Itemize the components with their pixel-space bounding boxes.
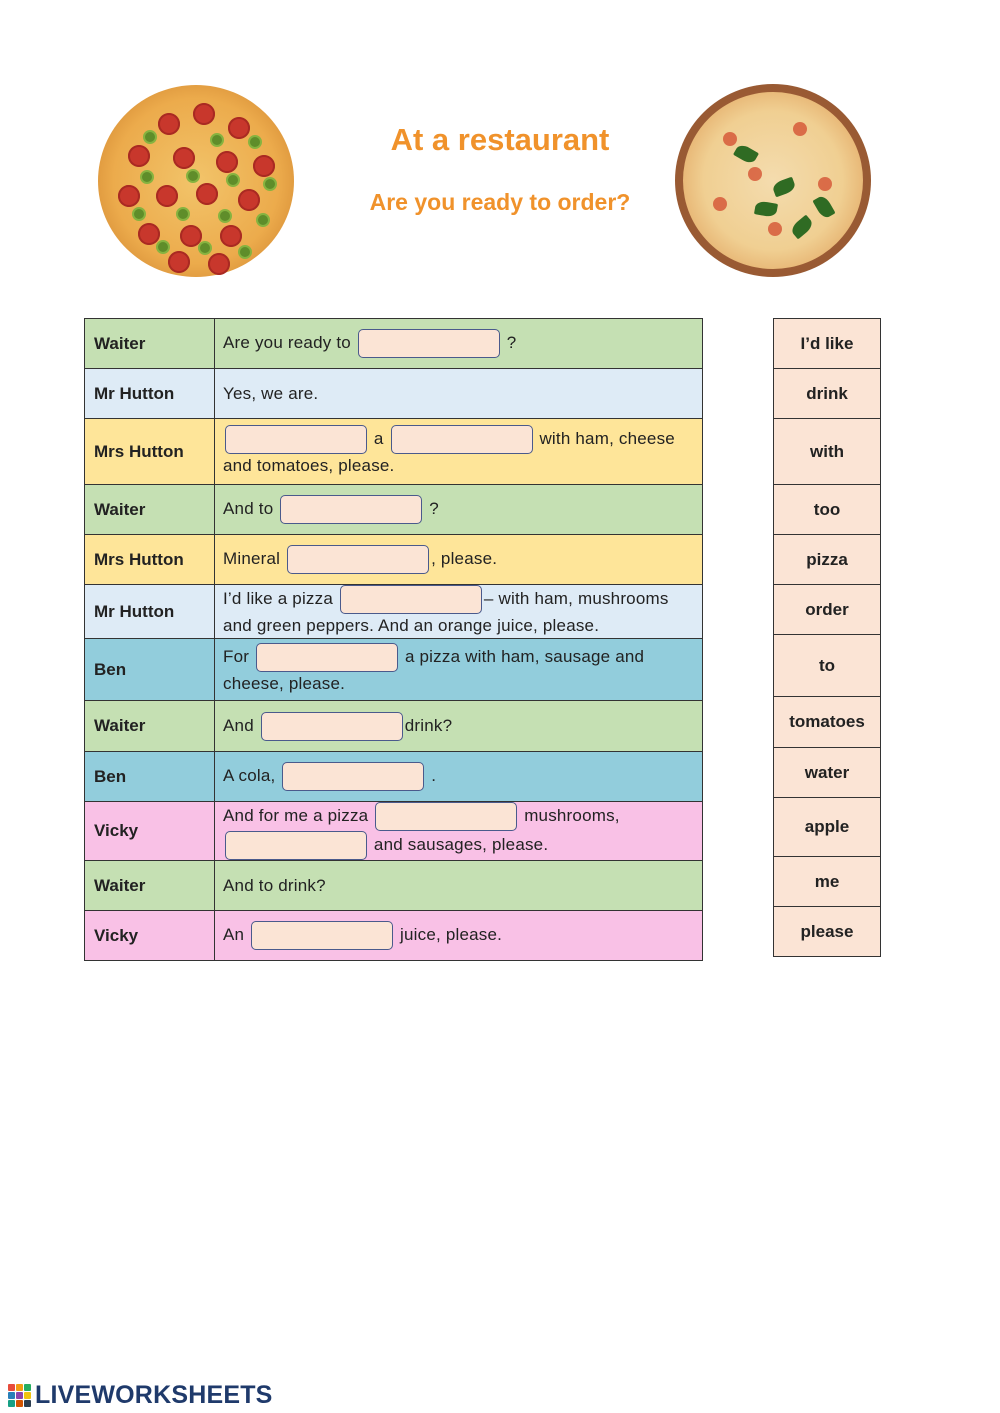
speaker-name: Waiter: [85, 319, 215, 369]
dialogue-text: drink?: [404, 715, 453, 735]
word-bank: [773, 318, 881, 957]
word-bank-item[interactable]: me: [774, 857, 881, 907]
dialogue-line: [215, 485, 703, 535]
pepperoni-pizza-image: [98, 85, 294, 277]
dialogue-row: [85, 802, 703, 861]
dialogue-text: And for me a pizza: [223, 805, 374, 825]
word-bank-item[interactable]: pizza: [774, 535, 881, 585]
dialogue-text: Mineral: [223, 548, 286, 568]
dialogue-line: [215, 911, 703, 961]
dialogue-line: [215, 369, 703, 419]
dialogue-row: [85, 911, 703, 961]
answer-blank[interactable]: [282, 762, 424, 791]
dialogue-row: [85, 639, 703, 701]
dialogue-text: a: [369, 428, 389, 448]
dialogue-line: [215, 752, 703, 802]
dialogue-text: – with ham, mushrooms and green peppers. And an orange juice, please.: [223, 588, 669, 635]
dialogue-row: [85, 319, 703, 369]
dialogue-line: [215, 319, 703, 369]
logo-grid-icon: [8, 1384, 31, 1407]
dialogue-line: [215, 802, 703, 861]
liveworksheets-logo: [8, 1381, 273, 1409]
dialogue-text: ?: [424, 498, 439, 518]
dialogue-text: I’d like a pizza: [223, 588, 338, 608]
dialogue-row: [85, 861, 703, 911]
dialogue-text: A cola,: [223, 765, 281, 785]
answer-blank[interactable]: [251, 921, 393, 950]
dialogue-line: [215, 639, 703, 701]
logo-text: LIVEWORKSHEETS: [35, 1380, 273, 1409]
answer-blank[interactable]: [375, 802, 517, 831]
answer-blank[interactable]: [391, 425, 533, 454]
speaker-name: Vicky: [85, 802, 215, 861]
word-bank-item[interactable]: too: [774, 485, 881, 535]
answer-blank[interactable]: [358, 329, 500, 358]
answer-blank[interactable]: [256, 643, 398, 672]
speaker-name: Mr Hutton: [85, 585, 215, 639]
dialogue-line: [215, 861, 703, 911]
dialogue-text: And: [223, 715, 259, 735]
dialogue-line: [215, 419, 703, 485]
dialogue-text: mushrooms,: [519, 805, 620, 825]
dialogue-row: [85, 485, 703, 535]
dialogue-text: juice, please.: [395, 924, 503, 944]
word-bank-item[interactable]: apple: [774, 798, 881, 857]
word-bank-item[interactable]: I’d like: [774, 319, 881, 369]
dialogue-row: [85, 369, 703, 419]
dialogue-text: and sausages, please.: [369, 834, 549, 854]
speaker-name: Ben: [85, 752, 215, 802]
dialogue-text: .: [426, 765, 437, 785]
dialogue-text: And to drink?: [223, 875, 326, 895]
page-subtitle: Are you ready to order?: [369, 189, 631, 215]
word-bank-item[interactable]: order: [774, 585, 881, 635]
answer-blank[interactable]: [340, 585, 482, 614]
margherita-pizza-image: [675, 84, 871, 277]
dialogue-line: [215, 535, 703, 585]
answer-blank[interactable]: [287, 545, 429, 574]
word-bank-item[interactable]: tomatoes: [774, 697, 881, 748]
dialogue-row: [85, 419, 703, 485]
speaker-name: Waiter: [85, 861, 215, 911]
dialogue-text: And to: [223, 498, 279, 518]
dialogue-row: [85, 752, 703, 802]
dialogue-text: with ham, cheese and tomatoes, please.: [223, 428, 675, 475]
word-bank-item[interactable]: with: [774, 419, 881, 485]
dialogue-text: ?: [501, 332, 517, 352]
word-bank-item[interactable]: drink: [774, 369, 881, 419]
word-bank-item[interactable]: water: [774, 748, 881, 798]
speaker-name: Waiter: [85, 485, 215, 535]
speaker-name: Mrs Hutton: [85, 419, 215, 485]
dialogue-text: a pizza with ham, sausage and cheese, please.: [223, 646, 645, 693]
dialogue-line: [215, 701, 703, 752]
word-bank-item[interactable]: please: [774, 907, 881, 957]
speaker-name: Ben: [85, 639, 215, 701]
dialogue-text: Yes, we are.: [223, 383, 319, 403]
dialogue-text: Are you ready to: [223, 332, 356, 352]
speaker-name: Vicky: [85, 911, 215, 961]
speaker-name: Mrs Hutton: [85, 535, 215, 585]
speaker-name: Waiter: [85, 701, 215, 752]
dialogue-row: [85, 701, 703, 752]
answer-blank[interactable]: [225, 831, 367, 860]
dialogue-line: [215, 585, 703, 639]
dialogue-table: [84, 318, 703, 961]
speaker-name: Mr Hutton: [85, 369, 215, 419]
answer-blank[interactable]: [280, 495, 422, 524]
dialogue-text: , please.: [431, 548, 498, 568]
word-bank-item[interactable]: to: [774, 635, 881, 697]
dialogue-row: [85, 535, 703, 585]
dialogue-text: An: [223, 924, 250, 944]
answer-blank[interactable]: [261, 712, 403, 741]
dialogue-row: [85, 585, 703, 639]
answer-blank[interactable]: [225, 425, 367, 454]
page-title: At a restaurant: [390, 122, 610, 157]
dialogue-text: For: [223, 646, 255, 666]
